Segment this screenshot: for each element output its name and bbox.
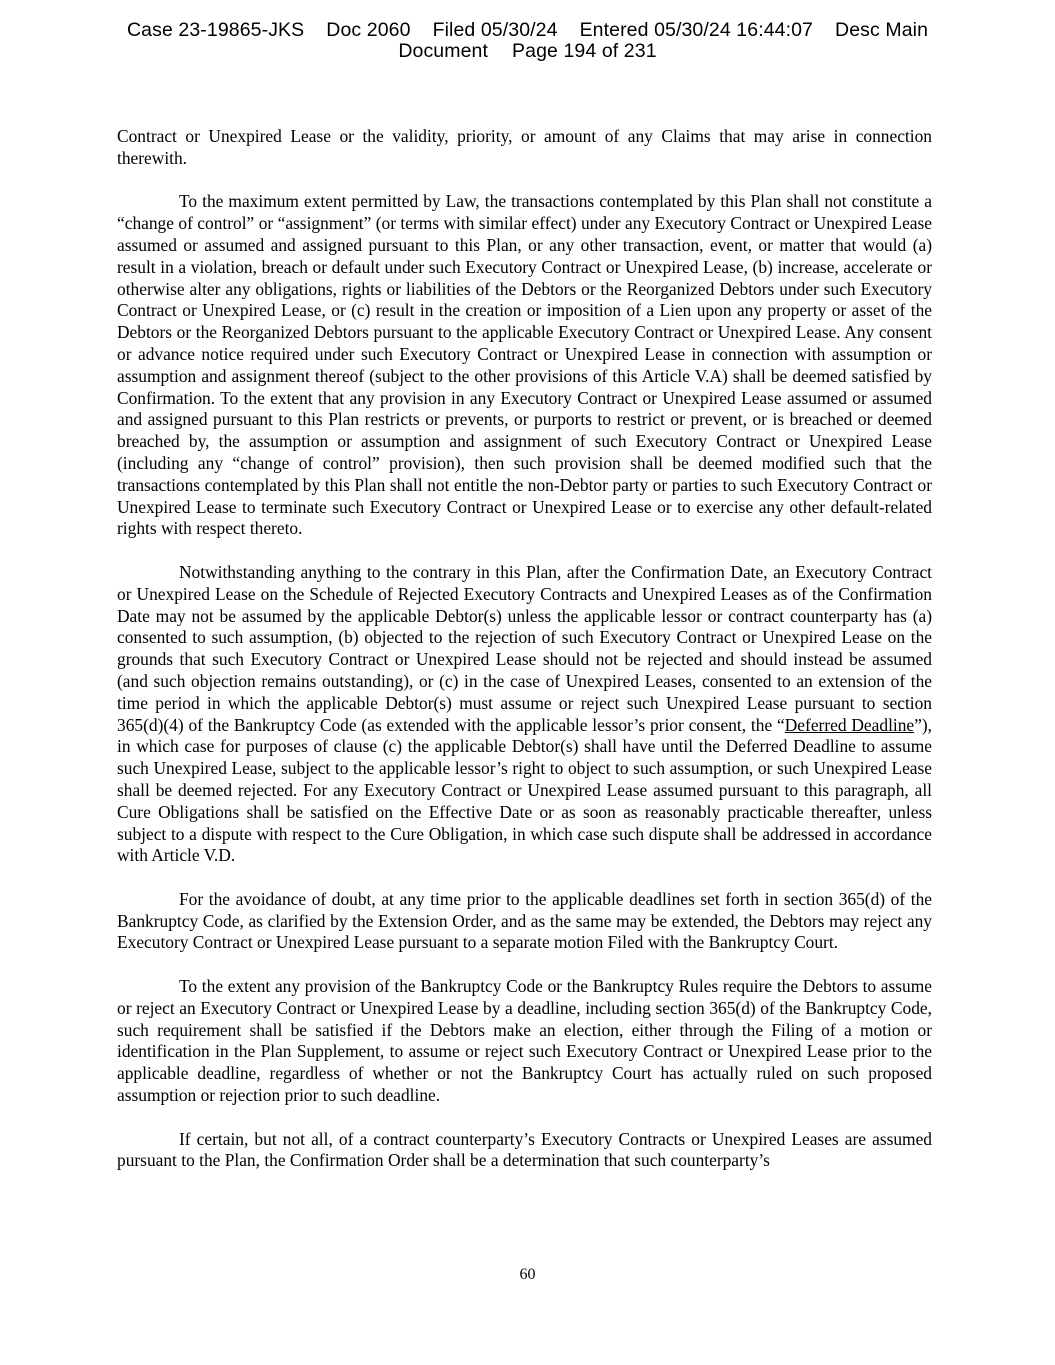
- entered-date: Entered 05/30/24 16:44:07: [579, 19, 814, 41]
- document-body: [117, 126, 932, 1172]
- paragraph-text-before: Notwithstanding anything to the contrary in this Plan, after the Confirmation Date, an Executory Contract or Unexpired Lease on the Schedule of Rejected Executory Contracts and Unexpired Leases as of the Confirmation Date may not be assumed by the applicable Debtor(s) unless the applicable lessor or contract counterparty has (a) consented to such assumption, (b) objected to the rejection of such Executory Contract or Unexpired Lease on the grounds that such Executory Contract or Unexpired Lease should not be rejected and should instead be assumed (and such objection remains outstanding), or (c) in the case of Unexpired Leases, consented to an extension of the time period in which the applicable Debtor(s) must assume or reject such Unexpired Lease pursuant to section 365(d)(4) of the Bankruptcy Code (as extended with the applicable lessor’s prior consent, the “: [117, 561, 932, 735]
- court-filing-header: [0, 20, 1055, 62]
- defined-term-deferred-deadline: Deferred Deadline: [784, 714, 915, 735]
- paragraph-partial-assumption: If certain, but not all, of a contract counterparty’s Executory Contracts or Unexpired Leases are assumed pursuant to the Plan, the Confirmation Order shall be a determination that such counterparty’s: [117, 1128, 932, 1171]
- page-number: 60: [519, 1266, 536, 1283]
- paragraph-deadline-election: To the extent any provision of the Bankruptcy Code or the Bankruptcy Rules require the Debtors to assume or reject an Executory Contract or Unexpired Lease by a deadline, including section 365(d) of the Bankruptcy Code, such requirement shall be satisfied if the Debtors make an election, either through the Filing of a motion or identification in the Plan Supplement, to assume or reject such Executory Contract or Unexpired Lease prior to the applicable deadline, regardless of whether or not the Bankruptcy Court has actually ruled on such proposed assumption or rejection prior to such deadline.: [117, 976, 932, 1106]
- header-line-1: [0, 20, 1055, 41]
- description: Desc Main: [835, 19, 929, 41]
- header-line-2: [0, 41, 1055, 62]
- case-number: Case 23-19865-JKS: [126, 19, 305, 41]
- paragraph-change-of-control: To the maximum extent permitted by Law, the transactions contemplated by this Plan shall not constitute a “change of control” or “assignment” (or terms with similar effect) under any Executory Contract or Unexpired Lease assumed or assumed and assigned pursuant to this Plan, or any other transaction, event, or matter that would (a) result in a violation, breach or default under such Executory Contract or Unexpired Lease, (b) increase, accelerate or otherwise alter any obligations, rights or liabilities of the Debtors or the Reorganized Debtors under such Executory Contract or Unexpired Lease, or (c) result in the creation or imposition of a Lien upon any property or asset of the Debtors or the Reorganized Debtors pursuant to the applicable Executory Contract or Unexpired Lease. Any consent or advance notice required under such Executory Contract or Unexpired Lease in connection with assumption or assumption and assignment thereof (subject to the other provisions of this Article V.A) shall be deemed satisfied by Confirmation. To the extent that any provision in any Executory Contract or Unexpired Lease assumed or assumed and assigned pursuant to this Plan restricts or prevents, or purports to restrict or prevent, or is breached or deemed breached by, the assumption or assumption and assignment of such Executory Contract or Unexpired Lease (including any “change of control” provision), then such provision shall be deemed modified such that the transactions contemplated by this Plan shall not entitle the non-Debtor party or parties to such Executory Contract or Unexpired Lease to terminate such Executory Contract or Unexpired Lease or to exercise any other default-related rights with respect thereto.: [117, 191, 932, 539]
- document-label: Document: [398, 40, 489, 62]
- filed-date: Filed 05/30/24: [432, 19, 558, 41]
- page-count: Page 194 of 231: [512, 40, 657, 62]
- paragraph-notwithstanding: [117, 562, 932, 867]
- doc-number: Doc 2060: [326, 19, 411, 41]
- paragraph-continuation: Contract or Unexpired Lease or the validity, priority, or amount of any Claims that may arise in connection therewith.: [117, 126, 932, 168]
- paragraph-text-after: ”), in which case for purposes of clause (c) the applicable Debtor(s) shall have until the Deferred Deadline to assume such Unexpired Lease, subject to the applicable lessor’s right to object to such assumption, or such Unexpired Lease shall be deemed rejected. For any Executory Contract or Unexpired Lease assumed pursuant to this paragraph, all Cure Obligations shall be satisfied on the Effective Date or as soon as reasonably practicable thereafter, unless subject to a dispute with respect to the Cure Obligation, in which case such dispute shall be addressed in accordance with Article V.D.: [117, 714, 933, 866]
- paragraph-avoidance-of-doubt: For the avoidance of doubt, at any time prior to the applicable deadlines set forth in section 365(d) of the Bankruptcy Code, as clarified by the Extension Order, and as the same may be extended, the Debtors may reject any Executory Contract or Unexpired Lease pursuant to a separate motion Filed with the Bankruptcy Court.: [117, 888, 932, 953]
